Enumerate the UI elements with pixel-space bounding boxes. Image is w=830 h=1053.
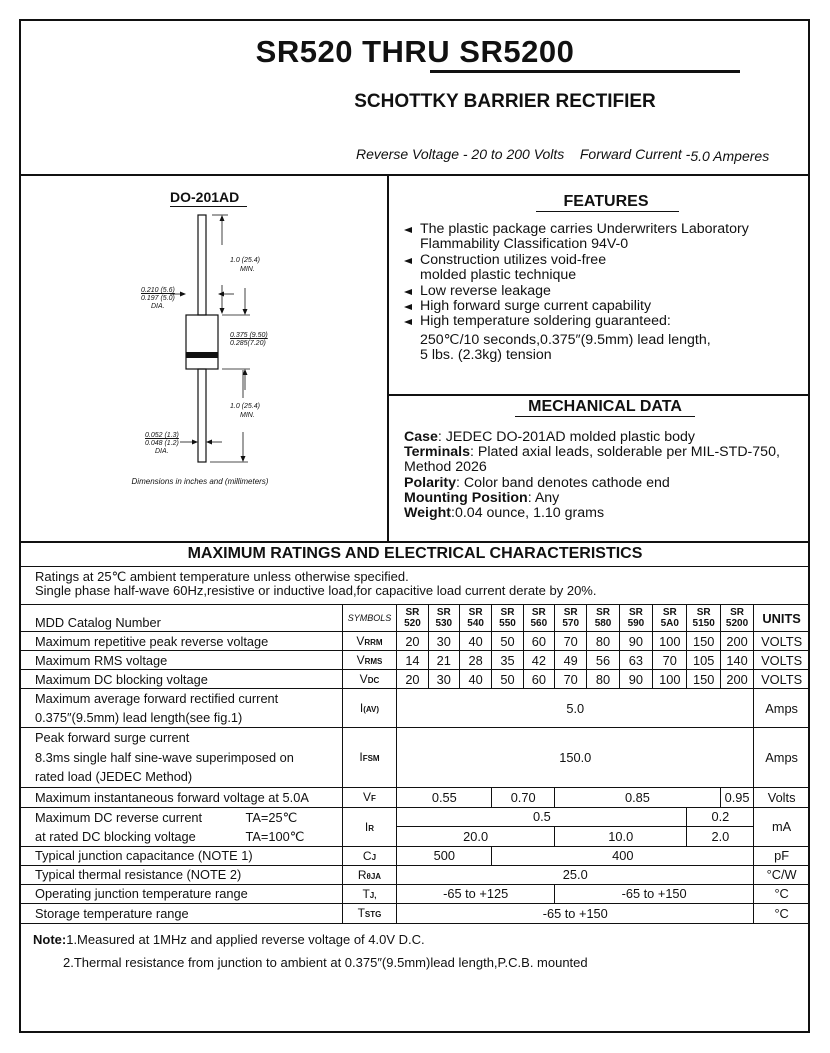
dim-text: MIN.	[240, 412, 255, 419]
part-header	[397, 605, 428, 632]
part-number: 570	[562, 618, 580, 629]
part-header	[720, 605, 753, 632]
mech-mounting	[404, 491, 809, 506]
dim-text: 0.052 (1.3)	[145, 432, 179, 439]
unit-cell: mA	[754, 807, 810, 846]
part-prefix: SR	[468, 607, 483, 618]
mech-label: Terminals	[404, 444, 470, 461]
value-cell: 90	[619, 670, 652, 689]
table-row	[21, 865, 810, 884]
mechanical-underline	[515, 416, 695, 417]
title-underline	[430, 70, 740, 73]
conditions-line: Ratings at 25℃ ambient temperature unless otherwise specified.	[35, 569, 409, 584]
value-cell: -65 to +150	[397, 903, 754, 923]
param-line: 8.3ms single half sine-wave superimposed on	[35, 749, 294, 765]
param-line	[35, 808, 342, 827]
symbol: V	[359, 672, 368, 686]
table-header-row	[21, 605, 810, 632]
arrow-bullet-icon	[404, 304, 412, 310]
note-label: Note:	[33, 932, 67, 947]
part-number: 5150	[692, 618, 715, 629]
symbol: I	[359, 750, 363, 765]
dim-text: DIA.	[155, 448, 169, 455]
value-cell: 0.55	[397, 787, 492, 807]
part-prefix: SR	[500, 607, 515, 618]
part-number: 540	[467, 618, 484, 629]
value-cell: 200	[720, 632, 753, 651]
note-2: 2.Thermal resistance from junction to ambient at 0.375″(9.5mm)lead length,P.C.B. mounted	[63, 955, 588, 970]
value-cell: 70	[555, 632, 587, 651]
note-1	[33, 932, 425, 947]
value-cell: 30	[428, 632, 459, 651]
param-line: Peak forward surge current	[35, 730, 190, 745]
features-underline	[536, 211, 679, 212]
param-label: Maximum instantaneous forward voltage at 5.0A	[21, 787, 343, 807]
mechanical-data	[404, 430, 809, 521]
symbol: V	[356, 653, 365, 667]
param-text: at rated DC blocking voltage	[35, 828, 196, 844]
dim-text: 1.0 (25.4)	[230, 403, 260, 410]
mech-case	[404, 430, 809, 445]
value-cell: 70	[653, 651, 687, 670]
mech-value: : Color band denotes cathode end	[456, 474, 670, 491]
value-cell: 0.5	[397, 807, 687, 827]
part-number: 5A0	[660, 618, 679, 629]
value-cell: 150	[687, 670, 720, 689]
value-cell: -65 to +150	[555, 884, 754, 903]
value-cell: 500	[397, 846, 492, 865]
value-cell: 20	[397, 670, 428, 689]
part-number: 520	[404, 618, 421, 629]
features-list	[404, 222, 804, 364]
feature-item	[404, 253, 804, 268]
part-prefix: SR	[628, 607, 643, 618]
arrow-bullet-icon	[404, 319, 412, 325]
dim-text: 0.048 (1.2)	[145, 440, 179, 447]
value-cell: 5.0	[397, 689, 754, 728]
top-section-divider	[20, 541, 810, 543]
symbol-sub: θJA	[366, 871, 382, 881]
symbol-cell	[342, 903, 397, 923]
feature-item	[404, 314, 804, 329]
param-line	[35, 827, 342, 846]
ratings-conditions	[35, 570, 596, 598]
feature-text: Flammability Classification 94V-0	[420, 236, 629, 253]
symbol-cell	[342, 787, 397, 807]
feature-text: 5 lbs. (2.3kg) tension	[420, 347, 552, 364]
symbol-sub: J,	[369, 890, 377, 900]
param-condition: TA=25℃	[245, 809, 297, 825]
mech-label: Mounting Position	[404, 489, 528, 506]
table-row	[21, 632, 810, 651]
feature-text: molded plastic technique	[420, 267, 577, 284]
feature-text: 250℃/10 seconds,0.375″(9.5mm) lead length,	[420, 331, 711, 348]
value-cell: 20.0	[397, 827, 555, 847]
value-cell: 100	[653, 670, 687, 689]
package-underline	[170, 206, 247, 207]
feature-text: High temperature soldering guaranteed:	[420, 313, 671, 330]
symbols-header: SYMBOLS	[342, 605, 397, 632]
symbol: C	[362, 848, 372, 863]
value-cell: 40	[459, 670, 491, 689]
forward-current-text: Forward Current -	[579, 146, 691, 162]
part-header	[687, 605, 720, 632]
value-cell: 30	[428, 670, 459, 689]
unit-cell: pF	[754, 846, 810, 865]
symbol: I	[359, 701, 364, 715]
part-header	[555, 605, 587, 632]
dim-lead-top	[230, 256, 260, 274]
symbol-sub: STG	[364, 910, 382, 919]
value-cell: -65 to +125	[397, 884, 555, 903]
symbol-sub: RRM	[364, 638, 383, 647]
part-prefix: SR	[531, 607, 546, 618]
value-cell: 105	[687, 651, 720, 670]
value-cell: 14	[397, 651, 428, 670]
part-number: 590	[627, 618, 645, 629]
package-name: DO-201AD	[170, 189, 240, 205]
symbol-cell	[342, 807, 397, 846]
table-row	[21, 651, 810, 670]
value-cell: 150	[687, 632, 720, 651]
table-row	[21, 903, 810, 923]
dim-text: 0.285(7.20)	[230, 340, 266, 347]
table-row	[21, 807, 810, 827]
mech-value: : Plated axial leads, solderable per MIL-STD-750, Method 2026	[404, 444, 780, 476]
feature-text: Construction utilizes void-free	[420, 251, 607, 268]
note-text: 1.Measured at 1MHz and applied reverse voltage of 4.0V D.C.	[66, 932, 425, 947]
symbol-cell	[342, 884, 397, 903]
table-row	[21, 787, 810, 807]
mech-value: : JEDEC DO-201AD molded plastic body	[437, 429, 695, 445]
param-label: Typical thermal resistance (NOTE 2)	[21, 865, 343, 884]
mech-weight	[404, 506, 809, 521]
part-number: 580	[594, 618, 612, 629]
param-line: 0.375″(9.5mm) lead length(see fig.1)	[35, 710, 243, 725]
ratings-table	[20, 604, 810, 924]
part-header	[492, 605, 523, 632]
mech-label: Weight	[404, 505, 452, 522]
value-cell: 0.85	[555, 787, 721, 807]
part-prefix: SR	[662, 607, 677, 618]
unit-cell: VOLTS	[754, 651, 810, 670]
ratings-heading-divider	[20, 566, 810, 567]
value-cell: 63	[619, 651, 652, 670]
symbol-sub: R	[368, 823, 375, 833]
value-cell: 10.0	[555, 827, 687, 847]
mech-label: Polarity	[404, 474, 457, 491]
param-label	[21, 728, 343, 788]
symbol-sub: FSM	[362, 754, 380, 764]
unit-cell: Amps	[754, 689, 810, 728]
value-cell: 90	[619, 632, 652, 651]
part-prefix: SR	[596, 607, 610, 618]
param-label	[21, 807, 343, 846]
param-label: Maximum repetitive peak reverse voltage	[21, 632, 343, 651]
value-cell: 100	[653, 632, 687, 651]
value-cell: 21	[428, 651, 459, 670]
part-prefix: SR	[696, 607, 711, 618]
symbol-sub: J	[371, 852, 377, 862]
symbol-cell	[342, 689, 397, 728]
mech-value: : Any	[527, 489, 560, 506]
symbol-cell	[342, 846, 397, 865]
param-condition: TA=100℃	[245, 828, 305, 844]
symbol: I	[364, 819, 369, 834]
symbol-sub: (AV)	[363, 705, 380, 714]
part-header	[459, 605, 491, 632]
symbol: R	[357, 867, 367, 882]
symbol-cell	[342, 632, 397, 651]
symbol-sub: RMS	[364, 657, 383, 666]
value-cell: 0.95	[720, 787, 753, 807]
symbol-cell	[342, 865, 397, 884]
features-heading: FEATURES	[563, 193, 649, 210]
symbol-sub: DC	[367, 676, 380, 685]
value-cell: 80	[587, 670, 619, 689]
param-label: Storage temperature range	[21, 903, 343, 923]
unit-cell: Volts	[754, 787, 810, 807]
param-label	[21, 689, 343, 728]
param-label: Operating junction temperature range	[21, 884, 343, 903]
features-divider	[388, 394, 810, 396]
dim-text: 0.210 (5.6)	[141, 287, 175, 294]
feature-item	[404, 284, 804, 299]
part-number: 550	[499, 618, 516, 629]
dim-text: 0.197 (5.0)	[141, 295, 175, 302]
value-cell: 56	[587, 651, 619, 670]
forward-current-value: 5.0 Amperes	[690, 148, 770, 164]
part-header	[653, 605, 687, 632]
table-row	[21, 884, 810, 903]
header-divider	[20, 174, 810, 176]
mech-value: :0.04 ounce, 1.10 grams	[451, 505, 605, 522]
unit-cell: °C	[754, 903, 810, 923]
param-line: rated load (JEDEC Method)	[35, 769, 193, 784]
value-cell: 20	[397, 632, 428, 651]
dim-body-len	[230, 332, 268, 348]
arrow-bullet-icon	[404, 227, 412, 233]
value-cell: 70	[555, 670, 587, 689]
symbol-cell	[342, 651, 397, 670]
value-cell: 60	[523, 670, 554, 689]
part-prefix: SR	[563, 607, 578, 618]
table-row	[21, 689, 810, 728]
value-cell: 0.2	[687, 807, 754, 827]
part-header	[587, 605, 619, 632]
part-prefix: SR	[730, 607, 744, 618]
ratings-heading: MAXIMUM RATINGS AND ELECTRICAL CHARACTERISTICS	[187, 545, 643, 562]
dim-lead-dia	[145, 432, 179, 456]
unit-cell: Amps	[754, 728, 810, 788]
mech-label: Case	[404, 429, 438, 445]
page-subtitle: SCHOTTKY BARRIER RECTIFIER	[354, 91, 656, 112]
param-label: Typical junction capacitance (NOTE 1)	[21, 846, 343, 865]
catalog-header: MDD Catalog Number	[21, 605, 343, 632]
symbol-cell	[342, 670, 397, 689]
part-header	[523, 605, 554, 632]
value-cell: 25.0	[397, 865, 754, 884]
mech-terminals	[404, 445, 809, 475]
part-header	[428, 605, 459, 632]
page-title: SR520 THRU SR5200	[255, 34, 575, 69]
dim-lead-bottom	[230, 402, 260, 420]
table-row	[21, 728, 810, 788]
param-line: Maximum average forward rectified current	[35, 691, 279, 706]
value-cell: 49	[555, 651, 587, 670]
value-cell: 400	[492, 846, 754, 865]
symbol-cell	[342, 728, 397, 788]
symbol: V	[363, 790, 372, 804]
dim-text: 1.0 (25.4)	[230, 257, 260, 264]
value-cell: 60	[523, 632, 554, 651]
param-text: Maximum DC reverse current	[35, 809, 203, 825]
conditions-line: Single phase half-wave 60Hz,resistive or inductive load,for capacitive load current derate by 20%.	[35, 583, 597, 598]
part-number: 5200	[725, 618, 749, 629]
part-number: 530	[435, 618, 453, 629]
value-cell: 80	[587, 632, 619, 651]
value-cell: 0.70	[492, 787, 555, 807]
column-divider	[387, 175, 389, 542]
part-prefix: SR	[405, 607, 420, 618]
unit-cell: VOLTS	[754, 632, 810, 651]
part-prefix: SR	[436, 607, 451, 618]
param-label: Maximum DC blocking voltage	[21, 670, 343, 689]
part-number: 560	[530, 618, 548, 629]
rating-summary	[356, 146, 769, 162]
part-header	[619, 605, 652, 632]
value-cell: 200	[720, 670, 753, 689]
unit-cell: °C	[754, 884, 810, 903]
mechanical-heading: MECHANICAL DATA	[528, 398, 682, 415]
arrow-bullet-icon	[404, 289, 412, 295]
unit-cell: °C/W	[754, 865, 810, 884]
feature-text: The plastic package carries Underwriters Laboratory	[420, 221, 749, 237]
table-row	[21, 846, 810, 865]
symbol: T	[362, 886, 370, 901]
value-cell: 40	[459, 632, 491, 651]
dim-text: 0.375 (9.50)	[230, 332, 268, 339]
symbol-sub: F	[371, 794, 376, 803]
arrow-bullet-icon	[404, 258, 412, 264]
dimensions-note: Dimensions in inches and (millimeters)	[131, 477, 269, 486]
value-cell: 50	[492, 632, 523, 651]
reverse-voltage-text: Reverse Voltage - 20 to 200 Volts	[356, 146, 565, 162]
param-label: Maximum RMS voltage	[21, 651, 343, 670]
value-cell: 150.0	[397, 728, 754, 788]
feature-item	[404, 222, 804, 237]
dim-body-dia	[141, 287, 175, 311]
value-cell: 35	[492, 651, 523, 670]
symbol: T	[357, 906, 365, 920]
feature-text: Low reverse leakage	[420, 282, 551, 299]
value-cell: 140	[720, 651, 753, 670]
table-row	[21, 670, 810, 689]
value-cell: 2.0	[687, 827, 754, 847]
dim-text: DIA.	[151, 303, 165, 310]
value-cell: 42	[523, 651, 554, 670]
value-cell: 50	[492, 670, 523, 689]
feature-item	[404, 299, 804, 314]
dim-text: MIN.	[240, 266, 255, 273]
mech-polarity	[404, 476, 809, 491]
symbol: V	[356, 634, 365, 648]
unit-cell: VOLTS	[754, 670, 810, 689]
value-cell: 28	[459, 651, 491, 670]
units-header: UNITS	[754, 605, 810, 632]
feature-text: High forward surge current capability	[420, 298, 652, 315]
